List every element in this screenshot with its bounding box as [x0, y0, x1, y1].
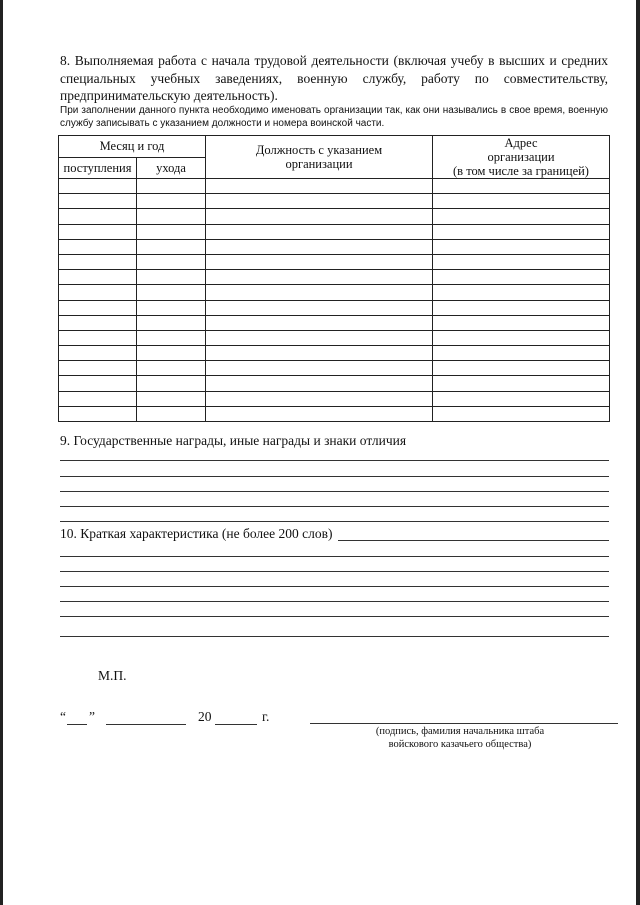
position-cell[interactable] [206, 270, 433, 285]
admission-cell[interactable] [59, 209, 137, 224]
table-row [59, 406, 610, 421]
address-cell[interactable] [433, 179, 610, 194]
table-row [59, 194, 610, 209]
leaving-cell[interactable] [137, 239, 206, 254]
year-field[interactable] [215, 724, 257, 725]
leaving-cell[interactable] [137, 391, 206, 406]
signature-caption-line-1: (подпись, фамилия начальника штаба [375, 726, 545, 737]
leaving-cell[interactable] [137, 376, 206, 391]
section-8-line-1: 8. Выполняемая работа с начала трудовой деятельности (включая учебу в высших и средних [60, 53, 608, 68]
address-cell[interactable] [433, 270, 610, 285]
leaving-cell[interactable] [137, 179, 206, 194]
header-leaving: ухода [137, 157, 206, 179]
table-row [59, 285, 610, 300]
awards-line-5[interactable] [60, 521, 609, 522]
leaving-cell[interactable] [137, 209, 206, 224]
characteristic-line-1[interactable] [60, 556, 609, 557]
characteristic-line-2[interactable] [60, 571, 609, 572]
address-cell[interactable] [433, 406, 610, 421]
table-row [59, 254, 610, 269]
table-row [59, 346, 610, 361]
signature-caption [330, 725, 590, 751]
admission-cell[interactable] [59, 224, 137, 239]
admission-cell[interactable] [59, 391, 137, 406]
signature-field[interactable] [310, 723, 618, 724]
admission-cell[interactable] [59, 285, 137, 300]
header-position-line-1: Должность с указанием [255, 143, 383, 157]
table-row [59, 361, 610, 376]
admission-cell[interactable] [59, 315, 137, 330]
leaving-cell[interactable] [137, 315, 206, 330]
scan-border-right [636, 0, 640, 905]
header-month-year: Месяц и год [59, 136, 206, 158]
table-row [59, 330, 610, 345]
table-row [59, 239, 610, 254]
address-cell[interactable] [433, 330, 610, 345]
position-cell[interactable] [206, 315, 433, 330]
position-cell[interactable] [206, 361, 433, 376]
address-cell[interactable] [433, 239, 610, 254]
leaving-cell[interactable] [137, 346, 206, 361]
section-10-title: 10. Краткая характеристика (не более 200 слов) [60, 526, 338, 542]
address-cell[interactable] [433, 224, 610, 239]
note-line-2: службу записывать с указанием должности и номера воинской части. [60, 118, 385, 129]
position-cell[interactable] [206, 209, 433, 224]
admission-cell[interactable] [59, 406, 137, 421]
table-row [59, 391, 610, 406]
table-row [59, 270, 610, 285]
leaving-cell[interactable] [137, 285, 206, 300]
characteristic-line-4[interactable] [60, 601, 609, 602]
header-position [206, 136, 433, 179]
awards-line-1[interactable] [60, 460, 609, 461]
position-cell[interactable] [206, 300, 433, 315]
admission-cell[interactable] [59, 270, 137, 285]
work-history-table [58, 135, 610, 422]
position-cell[interactable] [206, 330, 433, 345]
admission-cell[interactable] [59, 361, 137, 376]
year-suffix: г. [262, 709, 270, 724]
header-admission: поступления [59, 157, 137, 179]
table-row [59, 209, 610, 224]
address-cell[interactable] [433, 194, 610, 209]
quote-close: ” [89, 709, 95, 724]
header-position-line-2: организации [285, 157, 353, 171]
awards-line-4[interactable] [60, 506, 609, 507]
position-cell[interactable] [206, 346, 433, 361]
section-8-line-2: специальных учебных заведениях, военную службу, работу по совместительству, [60, 70, 608, 86]
position-cell[interactable] [206, 285, 433, 300]
position-cell[interactable] [206, 224, 433, 239]
characteristic-line-6[interactable] [60, 636, 609, 637]
table-row [59, 179, 610, 194]
header-address [433, 136, 610, 179]
admission-cell[interactable] [59, 346, 137, 361]
header-address-line-3: (в том числе за границей) [453, 164, 589, 178]
admission-cell[interactable] [59, 194, 137, 209]
stamp-place-label: М.П. [98, 668, 127, 683]
admission-cell[interactable] [59, 254, 137, 269]
admission-cell[interactable] [59, 330, 137, 345]
admission-cell[interactable] [59, 179, 137, 194]
section-8-line-3: предпринимательскую деятельность). [60, 88, 278, 103]
table-row [59, 376, 610, 391]
work-history-body [59, 179, 610, 422]
address-cell[interactable] [433, 315, 610, 330]
signature-caption-line-2: войскового казачьего общества) [388, 739, 532, 750]
table-row [59, 315, 610, 330]
position-cell[interactable] [206, 376, 433, 391]
leaving-cell[interactable] [137, 224, 206, 239]
awards-line-2[interactable] [60, 476, 609, 477]
position-cell[interactable] [206, 179, 433, 194]
position-cell[interactable] [206, 391, 433, 406]
quote-open: “ [60, 709, 66, 724]
note-line-1: При заполнении данного пункта необходимо именовать организации так, как они назывались в свое время, военную [60, 105, 608, 116]
leaving-cell[interactable] [137, 194, 206, 209]
address-cell[interactable] [433, 209, 610, 224]
address-cell[interactable] [433, 361, 610, 376]
position-cell[interactable] [206, 406, 433, 421]
address-cell[interactable] [433, 346, 610, 361]
admission-cell[interactable] [59, 300, 137, 315]
position-cell[interactable] [206, 239, 433, 254]
address-cell[interactable] [433, 376, 610, 391]
month-field[interactable] [106, 724, 186, 725]
address-cell[interactable] [433, 300, 610, 315]
admission-cell[interactable] [59, 376, 137, 391]
scan-border-left [0, 0, 3, 905]
section-9-title: 9. Государственные награды, иные награды и знаки отличия [60, 433, 407, 448]
section-8-note [60, 104, 608, 130]
address-cell[interactable] [433, 285, 610, 300]
address-cell[interactable] [433, 391, 610, 406]
header-address-line-1: Адрес [504, 136, 538, 150]
table-row [59, 300, 610, 315]
day-field[interactable] [67, 724, 87, 725]
admission-cell[interactable] [59, 239, 137, 254]
header-address-line-2: организации [487, 150, 555, 164]
leaving-cell[interactable] [137, 361, 206, 376]
address-cell[interactable] [433, 254, 610, 269]
leaving-cell[interactable] [137, 270, 206, 285]
position-cell[interactable] [206, 194, 433, 209]
leaving-cell[interactable] [137, 406, 206, 421]
awards-line-3[interactable] [60, 491, 609, 492]
position-cell[interactable] [206, 254, 433, 269]
leaving-cell[interactable] [137, 300, 206, 315]
table-row [59, 224, 610, 239]
characteristic-line-5[interactable] [60, 616, 609, 617]
characteristic-line-3[interactable] [60, 586, 609, 587]
leaving-cell[interactable] [137, 330, 206, 345]
section-8-heading [60, 52, 608, 105]
leaving-cell[interactable] [137, 254, 206, 269]
year-prefix: 20 [198, 709, 212, 724]
